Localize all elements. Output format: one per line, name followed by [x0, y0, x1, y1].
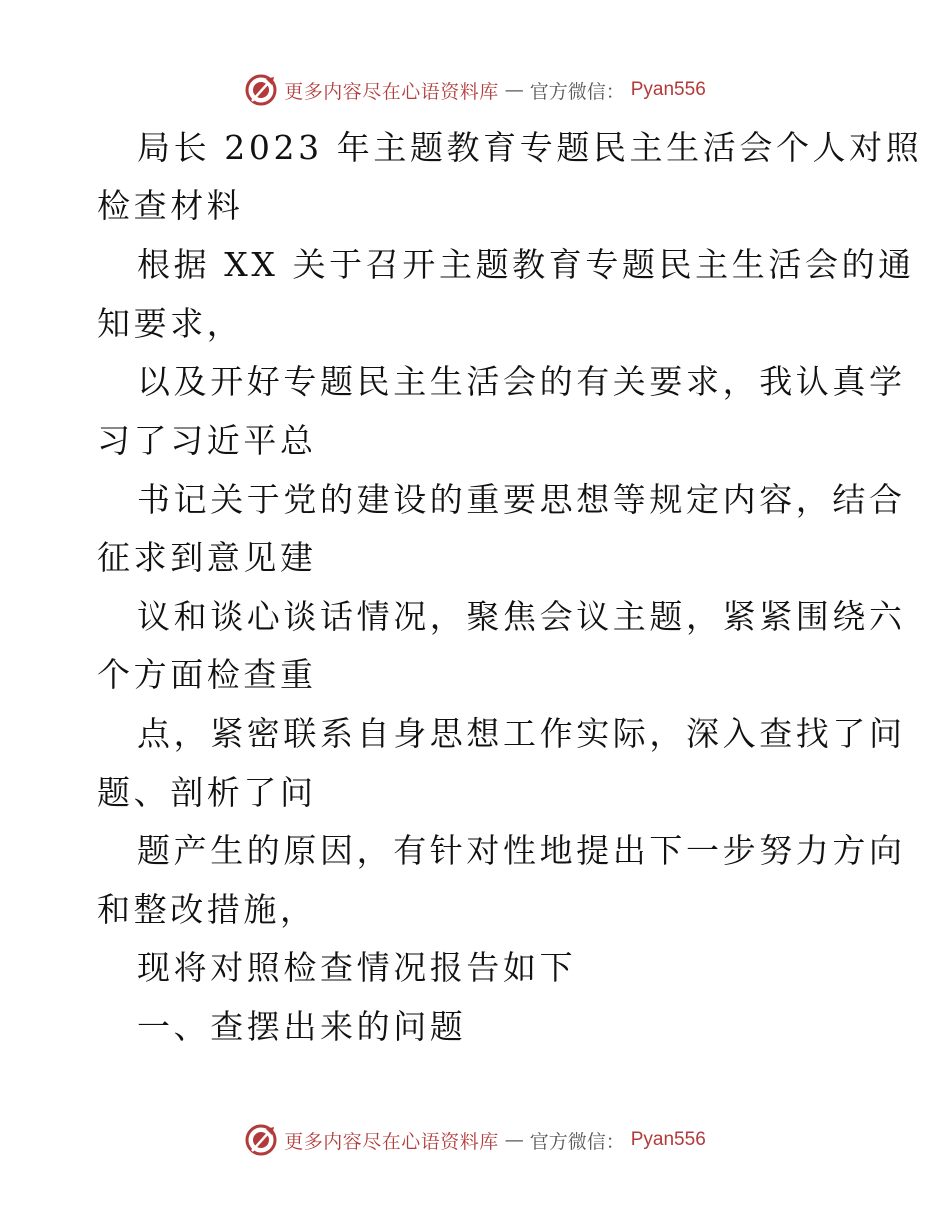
watermark-contact-label: 官方微信： [529, 1130, 625, 1153]
quill-seal-icon [244, 1123, 278, 1157]
paragraph-line: 题、剖析了问 [97, 773, 317, 812]
paragraph-line: 书记关于党的建设的重要思想等规定内容，结合 [137, 480, 906, 519]
watermark-contact-id: Pyan556 [630, 79, 706, 100]
paragraph-line: 点，紧密联系自身思想工作实际，深入查找了问 [137, 714, 906, 753]
paragraph-line: 以及开好专题民主生活会的有关要求，我认真学 [137, 362, 906, 401]
paragraph-line: 现将对照检查情况报告如下 [137, 948, 577, 987]
header-watermark [0, 70, 950, 110]
paragraph-line: 征求到意见建 [97, 538, 317, 577]
paragraph-line: 知要求， [97, 304, 244, 343]
watermark-separator: — [504, 79, 524, 101]
document-title-line-1: 局长 2023 年主题教育专题民主生活会个人对照 [137, 128, 923, 167]
paragraph-line: 根据 XX 关于召开主题教育专题民主生活会的通 [137, 245, 915, 284]
paragraph-line: 题产生的原因，有针对性地提出下一步努力方向 [137, 831, 906, 870]
footer-watermark [0, 1120, 950, 1160]
paragraph-line: 习了习近平总 [97, 421, 317, 460]
document-title-line-2: 检查材料 [97, 186, 244, 225]
watermark-separator: — [504, 1129, 524, 1151]
paragraph-line: 议和谈心谈话情况，聚焦会议主题，紧紧围绕六 [137, 597, 906, 636]
paragraph-line: 个方面检查重 [97, 655, 317, 694]
watermark-contact-id: Pyan556 [630, 1129, 706, 1150]
watermark-brand-text: 更多内容尽在心语资料库 [284, 1130, 499, 1153]
watermark-brand-text: 更多内容尽在心语资料库 [284, 80, 499, 103]
section-heading: 一、查摆出来的问题 [137, 1007, 467, 1046]
watermark-contact-label: 官方微信： [529, 80, 625, 103]
paragraph-line: 和整改措施， [97, 890, 317, 929]
quill-seal-icon [244, 73, 278, 107]
